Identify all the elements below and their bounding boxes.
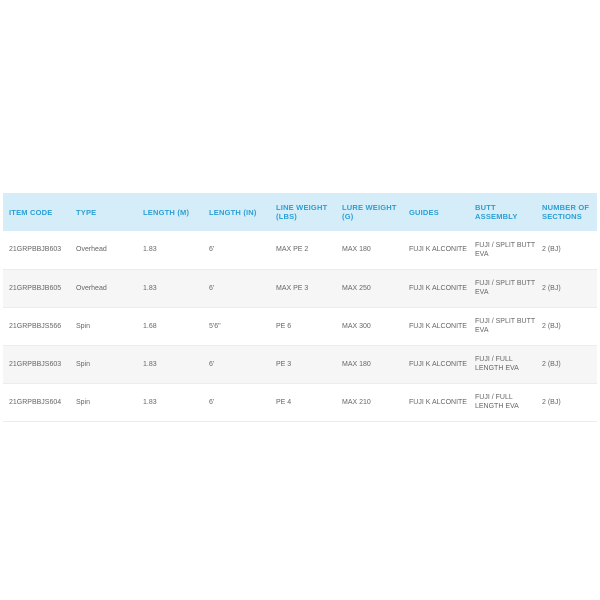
cell-length-in: 6' bbox=[203, 231, 270, 269]
cell-type: Spin bbox=[70, 307, 137, 345]
cell-butt-assembly: FUJI / SPLIT BUTT EVA bbox=[469, 269, 536, 307]
cell-length-m: 1.83 bbox=[137, 345, 203, 383]
header-item-code: ITEM CODE bbox=[9, 207, 53, 217]
cell-line-weight: PE 4 bbox=[270, 383, 336, 421]
cell-length-m: 1.83 bbox=[137, 383, 203, 421]
cell-line-weight: MAX PE 2 bbox=[270, 231, 336, 269]
cell-butt-assembly: FUJI / SPLIT BUTT EVA bbox=[469, 231, 536, 269]
cell-length-in: 5'6" bbox=[203, 307, 270, 345]
cell-number-of-sections: 2 (BJ) bbox=[536, 345, 597, 383]
cell-guides: FUJI K ALCONITE bbox=[403, 345, 469, 383]
cell-lure-weight: MAX 300 bbox=[336, 307, 403, 345]
header-lure-weight: LURE WEIGHT (G) bbox=[342, 203, 397, 221]
cell-number-of-sections: 2 (BJ) bbox=[536, 307, 597, 345]
cell-length-m: 1.83 bbox=[137, 269, 203, 307]
cell-item-code: 21GRPBBJS603 bbox=[3, 345, 70, 383]
header-line-weight: LINE WEIGHT (LBS) bbox=[276, 203, 328, 221]
cell-guides: FUJI K ALCONITE bbox=[403, 383, 469, 421]
table-row bbox=[3, 231, 597, 269]
cell-lure-weight: MAX 210 bbox=[336, 383, 403, 421]
header-butt-assembly: BUTT ASSEMBLY bbox=[475, 203, 518, 221]
header-length-in: LENGTH (IN) bbox=[209, 207, 257, 217]
cell-item-code: 21GRPBBJB603 bbox=[3, 231, 70, 269]
header-row bbox=[3, 193, 597, 231]
cell-item-code: 21GRPBBJS566 bbox=[3, 307, 70, 345]
cell-item-code: 21GRPBBJB605 bbox=[3, 269, 70, 307]
table-row bbox=[3, 345, 597, 383]
cell-length-in: 6' bbox=[203, 383, 270, 421]
cell-length-in: 6' bbox=[203, 269, 270, 307]
cell-butt-assembly: FUJI / SPLIT BUTT EVA bbox=[469, 307, 536, 345]
table-row bbox=[3, 269, 597, 307]
cell-type: Overhead bbox=[70, 231, 137, 269]
cell-type: Overhead bbox=[70, 269, 137, 307]
cell-number-of-sections: 2 (BJ) bbox=[536, 231, 597, 269]
table-header bbox=[3, 193, 597, 231]
cell-lure-weight: MAX 250 bbox=[336, 269, 403, 307]
cell-length-m: 1.83 bbox=[137, 231, 203, 269]
cell-line-weight: MAX PE 3 bbox=[270, 269, 336, 307]
header-length-m: LENGTH (M) bbox=[143, 207, 190, 217]
cell-lure-weight: MAX 180 bbox=[336, 345, 403, 383]
header-type: TYPE bbox=[76, 207, 97, 217]
cell-number-of-sections: 2 (BJ) bbox=[536, 383, 597, 421]
cell-number-of-sections: 2 (BJ) bbox=[536, 269, 597, 307]
table-body bbox=[3, 231, 597, 421]
cell-butt-assembly: FUJI / FULL LENGTH EVA bbox=[469, 345, 536, 383]
spec-table bbox=[3, 193, 597, 422]
header-number-of-sections: NUMBER OF SECTIONS bbox=[542, 203, 590, 221]
cell-guides: FUJI K ALCONITE bbox=[403, 269, 469, 307]
cell-guides: FUJI K ALCONITE bbox=[403, 231, 469, 269]
cell-butt-assembly: FUJI / FULL LENGTH EVA bbox=[469, 383, 536, 421]
header-guides: GUIDES bbox=[409, 207, 439, 217]
cell-type: Spin bbox=[70, 345, 137, 383]
cell-length-in: 6' bbox=[203, 345, 270, 383]
cell-lure-weight: MAX 180 bbox=[336, 231, 403, 269]
cell-line-weight: PE 6 bbox=[270, 307, 336, 345]
cell-line-weight: PE 3 bbox=[270, 345, 336, 383]
cell-guides: FUJI K ALCONITE bbox=[403, 307, 469, 345]
cell-length-m: 1.68 bbox=[137, 307, 203, 345]
cell-type: Spin bbox=[70, 383, 137, 421]
cell-item-code: 21GRPBBJS604 bbox=[3, 383, 70, 421]
table-row bbox=[3, 383, 597, 421]
table-row bbox=[3, 307, 597, 345]
